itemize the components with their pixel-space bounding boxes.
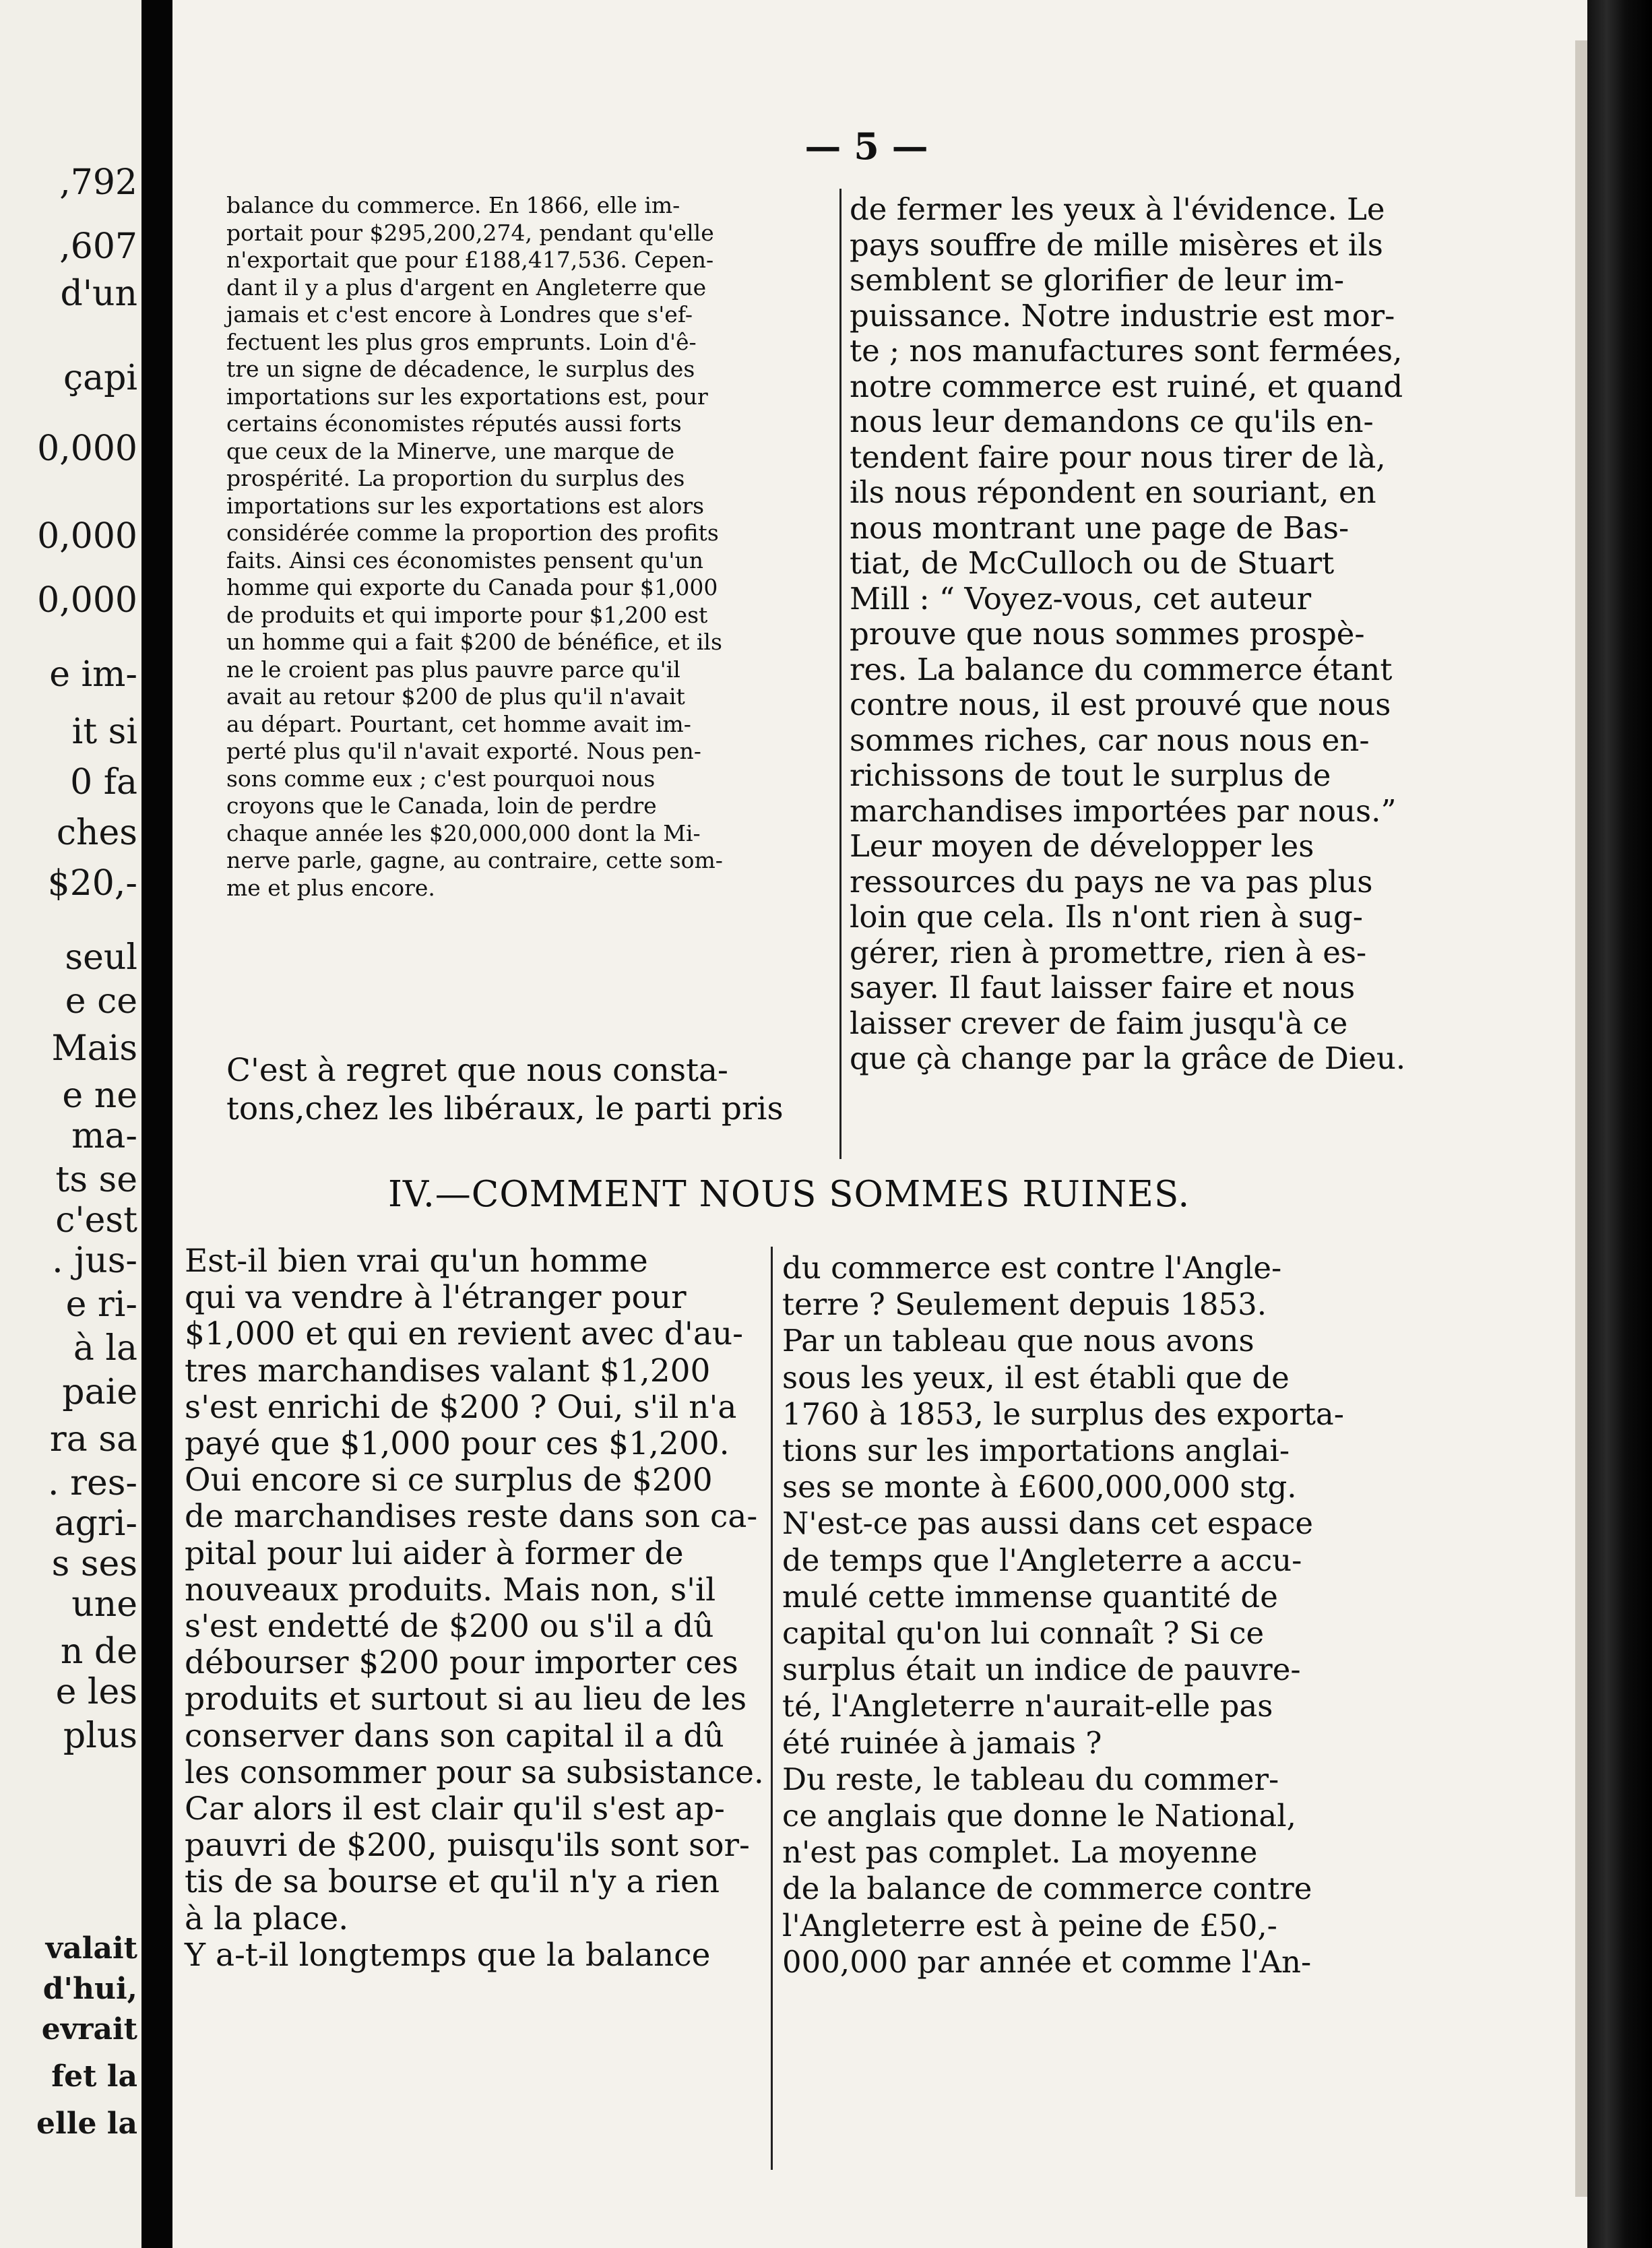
text-line: tiat, de McCulloch ou de Stuart xyxy=(850,545,1335,581)
text-line: 1760 à 1853, le surplus des exporta- xyxy=(782,1396,1344,1432)
previous-page-text: e les xyxy=(55,1672,137,1712)
text-line: tis de sa bourse et qu'il n'y a rien xyxy=(185,1863,720,1901)
column-divider-top xyxy=(839,189,841,1159)
text-line: Y a-t-il longtemps que la balance xyxy=(185,1936,711,1974)
previous-page-text: d'un xyxy=(60,274,137,314)
page xyxy=(172,0,1587,2248)
text-line: perté plus qu'il n'avait exporté. Nous pen- xyxy=(226,738,701,764)
text-line: pital pour lui aider à former de xyxy=(185,1534,684,1572)
text-line: que ceux de la Minerve, une marque de xyxy=(226,437,674,464)
top-left-column xyxy=(226,192,839,902)
previous-page-text: ma- xyxy=(71,1116,137,1156)
previous-page-text: e ce xyxy=(65,981,137,1022)
previous-page-text: 0,000 xyxy=(37,429,137,469)
previous-page-text: à la xyxy=(73,1328,137,1369)
text-line: ils nous répondent en souriant, en xyxy=(850,474,1376,510)
text-line: jamais et c'est encore à Londres que s'ef- xyxy=(226,301,693,327)
previous-page-text: evrait xyxy=(41,2012,137,2047)
previous-page-text: paie xyxy=(62,1372,137,1412)
text-line: N'est-ce pas aussi dans cet espace xyxy=(782,1505,1314,1542)
text-line: sous les yeux, il est établi que de xyxy=(782,1359,1290,1396)
text-line: ne le croient pas plus pauvre parce qu'il xyxy=(226,656,680,683)
text-line: prospérité. La proportion du surplus des xyxy=(226,465,685,491)
previous-page-text: ra sa xyxy=(49,1419,137,1460)
previous-page-text: it si xyxy=(71,712,137,752)
previous-page-text: . res- xyxy=(48,1463,137,1503)
text-line: 000,000 par année et comme l'An- xyxy=(782,1943,1312,1980)
text-line: importations sur les exportations est alors xyxy=(226,492,705,519)
text-line: tendent faire pour nous tirer de là, xyxy=(850,439,1386,475)
previous-page-text: plus xyxy=(63,1716,137,1756)
text-line: té, l'Angleterre n'aurait-elle pas xyxy=(782,1688,1273,1724)
text-line: marchandises importées par nous.” xyxy=(850,792,1397,829)
previous-page-text: d'hui, xyxy=(42,1972,137,2006)
text-line: contre nous, il est prouvé que nous xyxy=(850,687,1391,722)
previous-page-text: 0,000 xyxy=(37,516,137,557)
text-line: importations sur les exportations est, pour xyxy=(226,383,708,410)
previous-page-text: $20,- xyxy=(47,863,137,904)
text-line: nerve parle, gagne, au contraire, cette som- xyxy=(226,847,723,873)
text-line: laisser crever de faim jusqu'à ce xyxy=(850,1005,1348,1041)
previous-page-text: s ses xyxy=(51,1544,137,1584)
previous-page-text: e ri- xyxy=(65,1284,137,1325)
text-line: n'exportait que pour £188,417,536. Cepen- xyxy=(226,247,714,273)
text-line: semblent se glorifier de leur im- xyxy=(850,262,1345,298)
text-line: homme qui exporte du Canada pour $1,000 xyxy=(226,574,718,600)
text-line: mulé cette immense quantité de xyxy=(782,1578,1278,1615)
text-line: richissons de tout le surplus de xyxy=(850,757,1331,793)
text-line: conserver dans son capital il a dû xyxy=(185,1717,724,1755)
text-line: tres marchandises valant $1,200 xyxy=(185,1352,711,1390)
text-line: Est-il bien vrai qu'un homme xyxy=(185,1243,648,1280)
text-line: avait au retour $200 de plus qu'il n'avait xyxy=(226,683,685,710)
text-line: Leur moyen de développer les xyxy=(850,828,1314,864)
previous-page-fragment xyxy=(0,0,141,2248)
text-line: tons,chez les libéraux, le parti pris xyxy=(226,1090,784,1127)
previous-page-text: . jus- xyxy=(52,1241,137,1281)
text-line: nous leur demandons ce qu'ils en- xyxy=(850,404,1374,439)
text-line: considérée comme la proportion des profits xyxy=(226,520,719,546)
top-left-column-end xyxy=(226,1051,839,1128)
text-line: ressources du pays ne va pas plus xyxy=(850,863,1373,900)
text-line: capital qu'on lui connaît ? Si ce xyxy=(782,1615,1265,1652)
section-heading: IV.—COMMENT NOUS SOMMES RUINES. xyxy=(388,1174,1190,1215)
previous-page-text: Mais xyxy=(51,1028,137,1069)
page-number: — 5 — xyxy=(804,125,928,168)
previous-page-text: ,792 xyxy=(59,162,137,203)
previous-page-text: agri- xyxy=(54,1503,137,1544)
text-line: puissance. Notre industrie est mor- xyxy=(850,297,1395,334)
text-line: nouveaux produits. Mais non, s'il xyxy=(185,1571,716,1609)
previous-page-text: e ne xyxy=(62,1075,137,1116)
text-line: Car alors il est clair qu'il s'est ap- xyxy=(185,1790,725,1828)
text-line: nous montrant une page de Bas- xyxy=(850,509,1349,546)
text-line: notre commerce est ruiné, et quand xyxy=(850,368,1403,404)
previous-page-text: seul xyxy=(65,937,137,978)
previous-page-text: 0 fa xyxy=(70,762,137,803)
previous-page-text: valait xyxy=(45,1931,137,1966)
text-line: que çà change par la grâce de Dieu. xyxy=(850,1040,1406,1076)
top-right-column xyxy=(850,192,1550,1077)
text-line: C'est à regret que nous consta- xyxy=(226,1052,728,1089)
text-line: chaque année les $20,000,000 dont la Mi- xyxy=(226,819,701,846)
text-line: surplus était un indice de pauvre- xyxy=(782,1652,1301,1688)
text-line: loin que cela. Ils n'ont rien à sug- xyxy=(850,899,1363,935)
text-line: s'est endetté de $200 ou s'il a dû xyxy=(185,1608,714,1646)
text-line: de fermer les yeux à l'évidence. Le xyxy=(850,191,1385,227)
bottom-left-column xyxy=(185,1243,764,1974)
text-line: prouve que nous sommes prospè- xyxy=(850,616,1365,652)
previous-page-text: fet la xyxy=(51,2059,137,2094)
text-line: $1,000 et qui en revient avec d'au- xyxy=(185,1315,743,1353)
text-line: Oui encore si ce surplus de $200 xyxy=(185,1462,713,1499)
column-divider-bottom xyxy=(771,1247,773,2170)
text-line: terre ? Seulement depuis 1853. xyxy=(782,1286,1267,1323)
page-edge xyxy=(1575,40,1587,2197)
text-line: de temps que l'Angleterre a accu- xyxy=(782,1542,1302,1578)
text-line: me et plus encore. xyxy=(226,874,435,901)
previous-page-text: n de xyxy=(60,1631,137,1672)
text-line: croyons que le Canada, loin de perdre xyxy=(226,792,657,819)
text-line: du commerce est contre l'Angle- xyxy=(782,1250,1282,1286)
text-line: l'Angleterre est à peine de £50,- xyxy=(782,1907,1277,1943)
text-line: de la balance de commerce contre xyxy=(782,1871,1312,1907)
previous-page-text: elle la xyxy=(36,2106,137,2141)
text-line: qui va vendre à l'étranger pour xyxy=(185,1279,687,1317)
text-line: faits. Ainsi ces économistes pensent qu'un xyxy=(226,547,704,573)
text-line: ce anglais que donne le National, xyxy=(782,1798,1296,1834)
text-line: au départ. Pourtant, cet homme avait im- xyxy=(226,710,691,737)
text-line: n'est pas complet. La moyenne xyxy=(782,1834,1258,1871)
previous-page-text: ches xyxy=(56,813,137,853)
text-line: à la place. xyxy=(185,1900,349,1937)
text-line: sommes riches, car nous nous en- xyxy=(850,722,1370,758)
text-line: ses se monte à £600,000,000 stg. xyxy=(782,1469,1297,1505)
previous-page-text: ts se xyxy=(55,1160,137,1200)
text-line: portait pour $295,200,274, pendant qu'elle xyxy=(226,219,714,246)
text-line: Par un tableau que nous avons xyxy=(782,1323,1254,1359)
text-line: payé que $1,000 pour ces $1,200. xyxy=(185,1425,730,1463)
previous-page-text: ,607 xyxy=(59,226,137,267)
page-gutter xyxy=(141,0,172,2248)
text-line: produits et surtout si au lieu de les xyxy=(185,1681,747,1718)
text-line: fectuent les plus gros emprunts. Loin d'ê- xyxy=(226,328,697,355)
text-line: res. La balance du commerce étant xyxy=(850,651,1393,687)
text-line: un homme qui a fait $200 de bénéfice, et ils xyxy=(226,629,722,655)
bottom-right-column xyxy=(782,1250,1517,1980)
text-line: pays souffre de mille misères et ils xyxy=(850,226,1383,263)
text-line: Mill : “ Voyez-vous, cet auteur xyxy=(850,580,1312,617)
previous-page-text: çapi xyxy=(63,358,137,398)
text-line: été ruinée à jamais ? xyxy=(782,1724,1102,1761)
text-line: gérer, rien à promettre, rien à es- xyxy=(850,934,1367,970)
previous-page-text: c'est xyxy=(55,1200,137,1241)
text-line: de marchandises reste dans son ca- xyxy=(185,1498,758,1536)
book-edge xyxy=(1587,0,1652,2248)
text-line: sayer. Il faut laisser faire et nous xyxy=(850,970,1356,1005)
text-line: te ; nos manufactures sont fermées, xyxy=(850,333,1403,369)
text-line: débourser $200 pour importer ces xyxy=(185,1644,738,1682)
text-line: les consommer pour sa subsistance. xyxy=(185,1753,764,1791)
text-line: tre un signe de décadence, le surplus des xyxy=(226,356,695,382)
text-line: Du reste, le tableau du commer- xyxy=(782,1761,1279,1797)
text-line: de produits et qui importe pour $1,200 est xyxy=(226,601,708,628)
text-line: s'est enrichi de $200 ? Oui, s'il n'a xyxy=(185,1388,737,1426)
previous-page-text: e im- xyxy=(49,654,137,695)
text-line: pauvri de $200, puisqu'ils sont sor- xyxy=(185,1827,750,1865)
text-line: balance du commerce. En 1866, elle im- xyxy=(226,192,680,218)
text-line: dant il y a plus d'argent en Angleterre que xyxy=(226,274,707,301)
previous-page-text: 0,000 xyxy=(37,580,137,621)
text-line: sons comme eux ; c'est pourquoi nous xyxy=(226,765,656,792)
previous-page-text: une xyxy=(71,1584,137,1625)
text-line: certains économistes réputés aussi forts xyxy=(226,410,682,437)
text-line: tions sur les importations anglai- xyxy=(782,1433,1290,1469)
